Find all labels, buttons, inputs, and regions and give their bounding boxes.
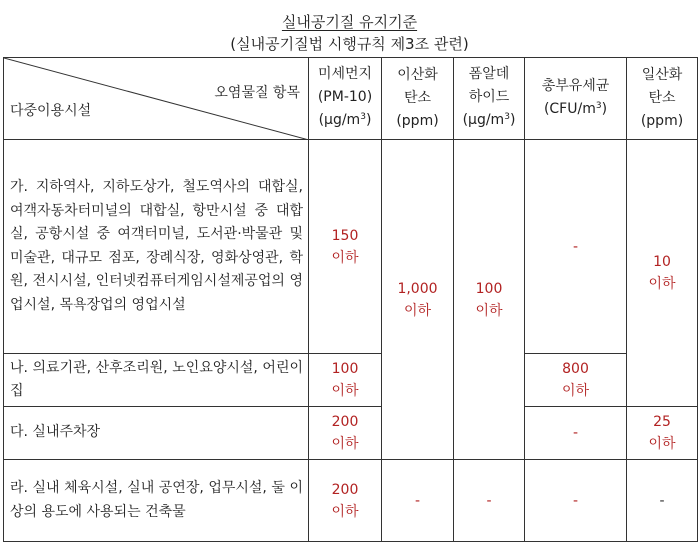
pm10-value: 200 이하: [309, 407, 382, 460]
pm10-value: 100 이하: [309, 354, 382, 407]
table-row: [4, 460, 698, 542]
header-co: 일산화 탄소 (ppm): [627, 58, 698, 140]
bacteria-value: 800 이하: [525, 354, 627, 407]
co-value: -: [627, 460, 698, 542]
document-title: 실내공기질 유지기준: [281, 13, 418, 31]
hcho-value-merged: 100 이하: [454, 140, 525, 460]
co-value-merged: 10 이하: [627, 140, 698, 407]
header-pm10: 미세먼지 (PM-10) $(\mu g/m^3)$: [309, 58, 382, 140]
facility-cell: 라. 실내 체육시설, 실내 공연장, 업무시설, 둘 이상의 용도에 사용되는 건축물: [4, 460, 309, 542]
facility-cell: 가. 지하역사, 지하도상가, 철도역사의 대합실, 여객자동차터미널의 대합실, 항만시설 중 대합실, 공항시설 중 여객터미널, 도서관·박물관 및 미술관, 대규모 점포, 장례식장, 영화상영관, 학원, 전시시설, 인터넷컴퓨터게임시설제공업의 영업시설, 목욕장업의 영업시설: [4, 140, 309, 354]
facility-header: 다중이용시설: [10, 103, 92, 119]
diagonal-header-cell: [4, 58, 309, 140]
pm10-value: 150 이하: [309, 140, 382, 354]
header-bacteria: 총부유세균 $(CFU/m^3)$: [525, 58, 627, 140]
bacteria-value: -: [525, 140, 627, 354]
hcho-value: -: [454, 460, 525, 542]
table-row: [4, 354, 698, 407]
table-row: [4, 140, 698, 354]
table-row: [4, 407, 698, 460]
facility-cell: 나. 의료기관, 산후조리원, 노인요양시설, 어린이집: [4, 354, 309, 407]
co-value: 25 이하: [627, 407, 698, 460]
pm10-value: 200 이하: [309, 460, 382, 542]
co2-value-merged: 1,000 이하: [382, 140, 454, 460]
facility-cell: 다. 실내주차장: [4, 407, 309, 460]
bacteria-value: -: [525, 460, 627, 542]
co2-value: -: [382, 460, 454, 542]
air-quality-table: [3, 57, 698, 542]
document-subtitle: (실내공기질법 시행규칙 제3조 관련): [230, 35, 469, 53]
header-hcho: 폼알데 하이드 $(\mu g/m^3)$: [454, 58, 525, 140]
header-co2: 이산화 탄소 (ppm): [382, 58, 454, 140]
bacteria-value: -: [525, 407, 627, 460]
pollutant-header: 오염물질 항목: [214, 85, 300, 101]
table-header-row: [4, 58, 698, 140]
